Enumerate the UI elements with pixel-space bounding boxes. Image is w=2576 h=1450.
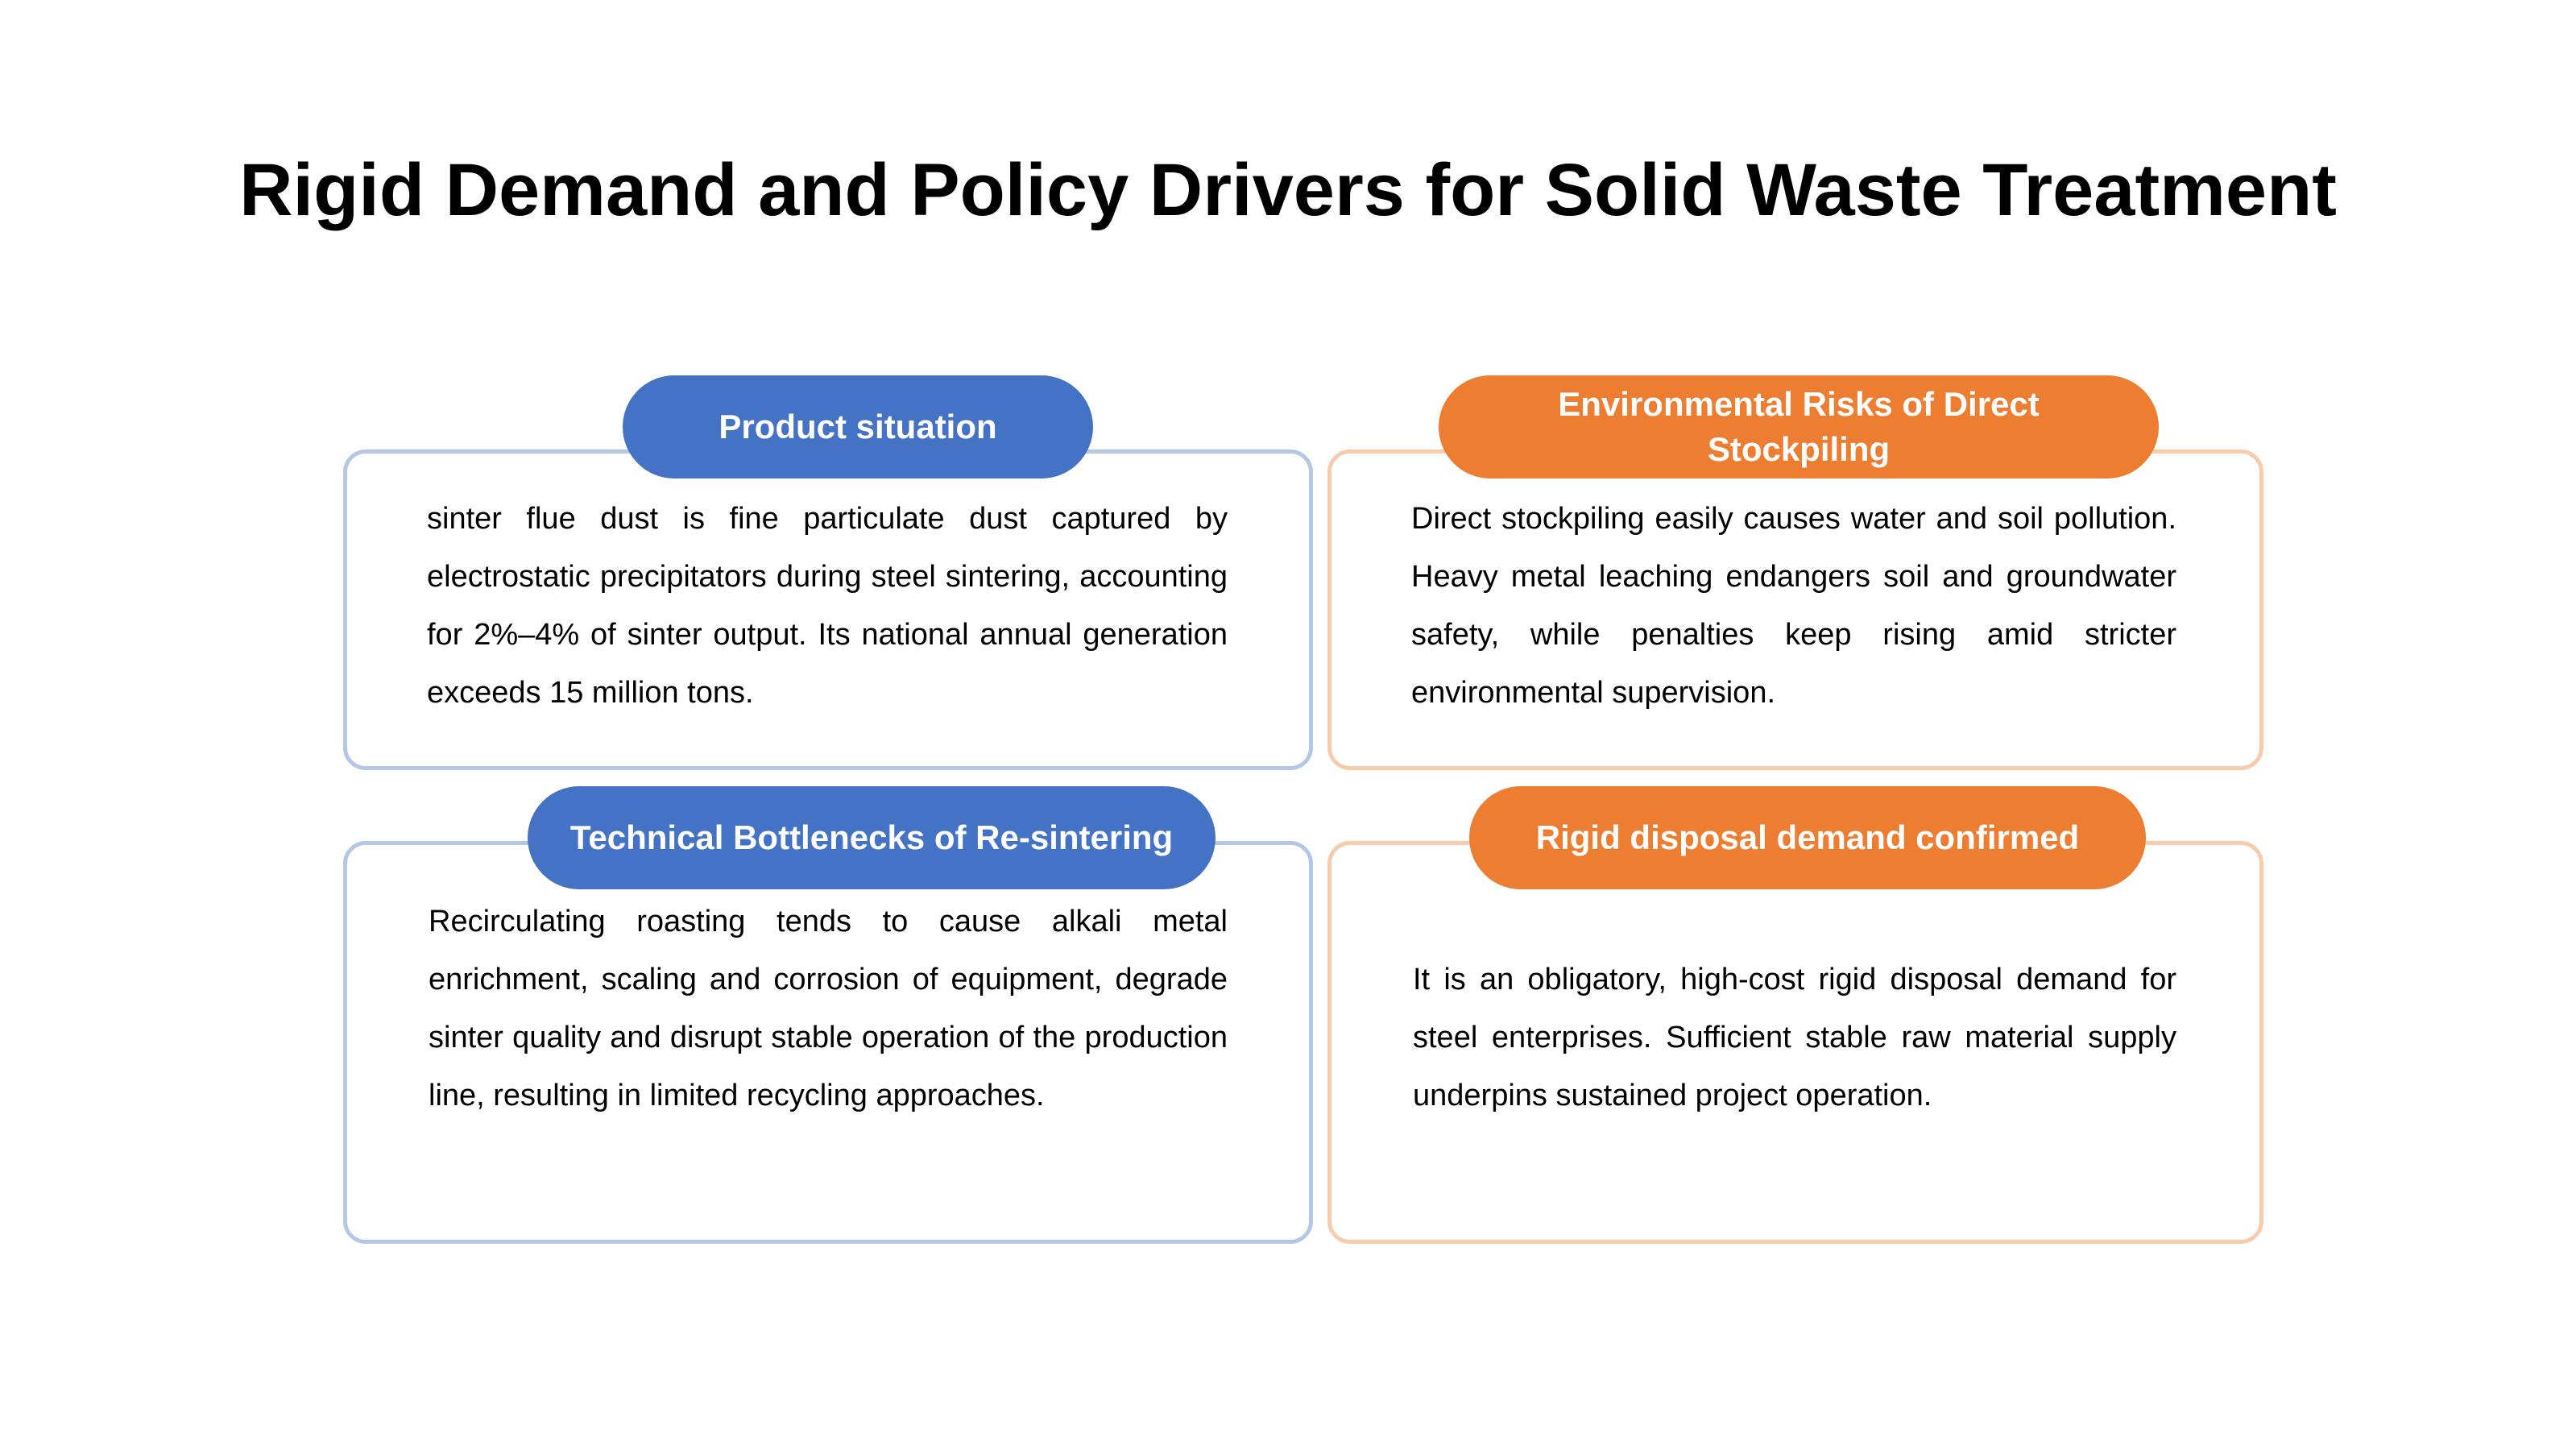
technical-bottlenecks-text: Recirculating roasting tends to cause alkali metal enrichment, scaling and corrosion of equipment, degrade sinter quality and disrupt stable operation of the production line, resulting in limited recycling approaches. [429, 905, 1228, 1112]
environmental-risks-text: Direct stockpiling easily causes water and soil pollution. Heavy metal leaching endangers soil and groundwater safety, while penalties keep rising amid stricter environmental supervision. [1411, 502, 2176, 710]
rigid-disposal-text: It is an obligatory, high-cost rigid disposal demand for steel enterprises. Sufficient stable raw material supply underpins sustained project operation. [1413, 963, 2176, 1112]
environmental-risks-heading: Environmental Risks of Direct Stockpiling [1439, 375, 2159, 478]
slide-title: Rigid Demand and Policy Drivers for Solid Waste Treatment [239, 149, 2337, 231]
product-situation-text: sinter flue dust is fine particulate dust captured by electrostatic precipitators during steel sintering, accounting for 2%–4% of sinter output. Its national annual generation exceeds 15 million tons. [427, 502, 1228, 710]
rigid-disposal-heading: Rigid disposal demand confirmed [1469, 786, 2146, 889]
technical-bottlenecks-heading: Technical Bottlenecks of Re-sintering [528, 786, 1216, 889]
product-situation-heading: Product situation [623, 375, 1093, 478]
